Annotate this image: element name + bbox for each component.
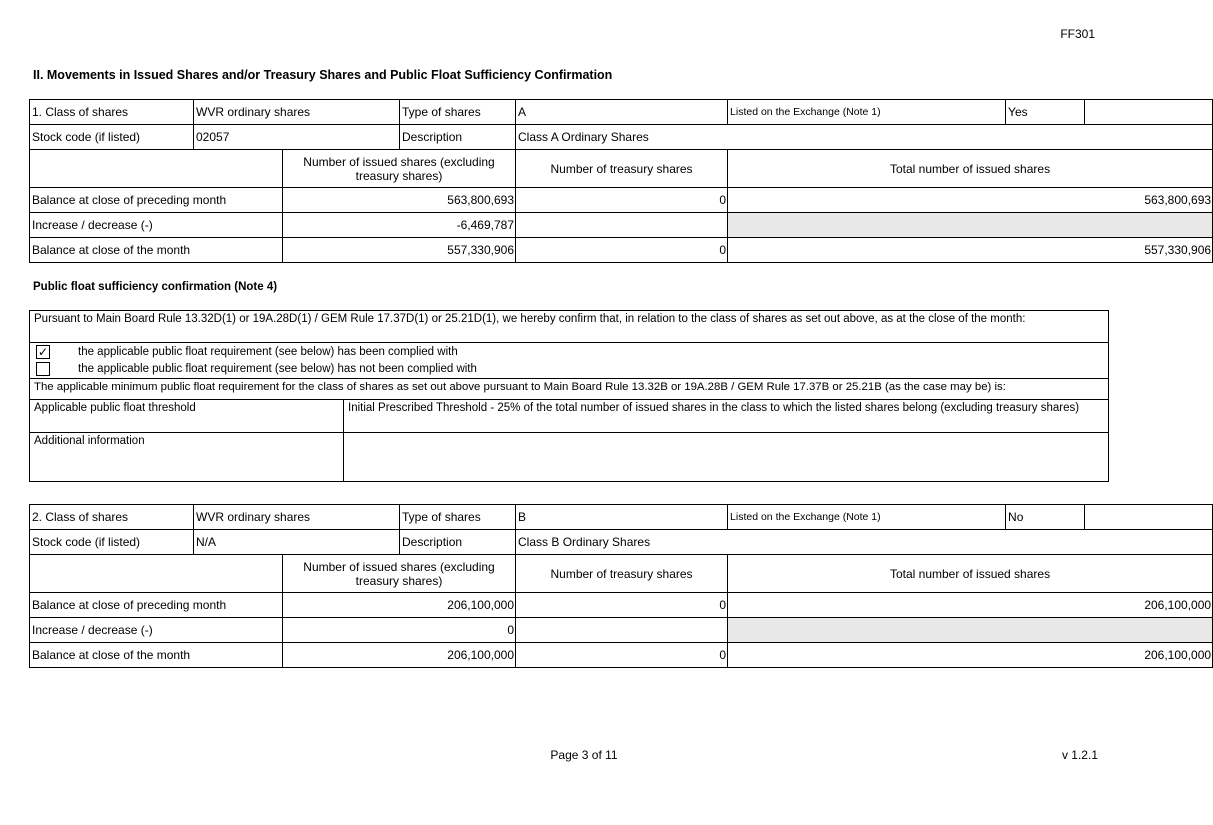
class1-row-headers [30, 150, 1213, 188]
listed-label: Listed on the Exchange (Note 1) [728, 505, 1006, 530]
type-label: Type of shares [400, 505, 516, 530]
not-complied-checkbox[interactable] [36, 362, 50, 376]
class1-row-change [30, 213, 1213, 238]
class2-row-stock [30, 530, 1213, 555]
col-treasury-header: Number of treasury shares [516, 555, 728, 593]
col-total-header: Total number of issued shares [728, 150, 1213, 188]
row-label: Increase / decrease (-) [30, 618, 283, 643]
pf-option-not-complied-cell [30, 361, 1109, 379]
complied-checkbox[interactable]: ✓ [37, 344, 49, 359]
threshold-value: Initial Prescribed Threshold - 25% of the total number of issued shares in the class to which the listed shares belong (excluding treasury shares) [344, 400, 1109, 433]
stock-code-label: Stock code (if listed) [30, 125, 194, 150]
class2-row-change [30, 618, 1213, 643]
pf-statement: Pursuant to Main Board Rule 13.32D(1) or 19A.28D(1) / GEM Rule 17.37D(1) or 25.21D(1), we hereby confirm that, in relation to the class of shares as set out above, as at the close of the month: [30, 311, 1109, 343]
description-value: Class A Ordinary Shares [516, 125, 1213, 150]
col-issued-header: Number of issued shares (excluding treasury shares) [283, 150, 516, 188]
pf-requirement-row [30, 379, 1109, 400]
pf-threshold-row [30, 400, 1109, 433]
blank-cell [1085, 100, 1213, 125]
issued-value: 206,100,000 [283, 593, 516, 618]
class1-row-close [30, 238, 1213, 263]
class1-row-class [30, 100, 1213, 125]
issued-value: 206,100,000 [283, 643, 516, 668]
total-value-shaded [728, 213, 1213, 238]
col-treasury-header: Number of treasury shares [516, 150, 728, 188]
pf-option-complied[interactable] [30, 343, 1109, 361]
class1-row-preceding [30, 188, 1213, 213]
total-value-shaded [728, 618, 1213, 643]
total-value: 557,330,906 [728, 238, 1213, 263]
threshold-label: Applicable public float threshold [30, 400, 344, 433]
pf-option-not-complied[interactable] [30, 361, 1109, 379]
treasury-value: 0 [516, 188, 728, 213]
class1-shares-table [29, 99, 1213, 263]
class2-row-preceding [30, 593, 1213, 618]
stock-code-label: Stock code (if listed) [30, 530, 194, 555]
description-label: Description [400, 530, 516, 555]
type-value: B [516, 505, 728, 530]
issued-value: -6,469,787 [283, 213, 516, 238]
listed-value: No [1006, 505, 1085, 530]
total-value: 206,100,000 [728, 643, 1213, 668]
public-float-table [29, 310, 1109, 482]
type-label: Type of shares [400, 100, 516, 125]
row-label: Balance at close of the month [30, 643, 283, 668]
issued-value: 0 [283, 618, 516, 643]
description-label: Description [400, 125, 516, 150]
listed-value: Yes [1006, 100, 1085, 125]
col-issued-header: Number of issued shares (excluding treasury shares) [283, 555, 516, 593]
type-value: A [516, 100, 728, 125]
stock-code-value: 02057 [194, 125, 400, 150]
col-total-header: Total number of issued shares [728, 555, 1213, 593]
public-float-title: Public float sufficiency confirmation (Note 4) [33, 281, 278, 293]
pf-statement-row [30, 311, 1109, 343]
class-value: WVR ordinary shares [194, 100, 400, 125]
listed-label: Listed on the Exchange (Note 1) [728, 100, 1006, 125]
treasury-value [516, 618, 728, 643]
treasury-value: 0 [516, 238, 728, 263]
version-label: v 1.2.1 [1061, 748, 1098, 762]
issued-value: 563,800,693 [283, 188, 516, 213]
pf-additional-row [30, 433, 1109, 482]
total-value: 206,100,000 [728, 593, 1213, 618]
description-value: Class B Ordinary Shares [516, 530, 1213, 555]
additional-label: Additional information [30, 433, 344, 482]
pf-option-complied-cell [30, 343, 1109, 361]
page-number: Page 3 of 11 [550, 748, 618, 762]
class2-row-close [30, 643, 1213, 668]
additional-value [344, 433, 1109, 482]
header-blank [30, 150, 283, 188]
class2-row-headers [30, 555, 1213, 593]
class-value: WVR ordinary shares [194, 505, 400, 530]
section-title: II. Movements in Issued Shares and/or Treasury Shares and Public Float Sufficiency Confirmation [33, 68, 613, 82]
issued-value: 557,330,906 [283, 238, 516, 263]
class-label: 2. Class of shares [30, 505, 194, 530]
row-label: Balance at close of the month [30, 238, 283, 263]
treasury-value: 0 [516, 593, 728, 618]
total-value: 563,800,693 [728, 188, 1213, 213]
row-label: Increase / decrease (-) [30, 213, 283, 238]
pf-requirement: The applicable minimum public float requirement for the class of shares as set out above pursuant to Main Board Rule 13.32B or 19A.28B / GEM Rule 17.37B or 25.21B (as the case may be) is: [30, 379, 1109, 400]
class2-shares-table [29, 504, 1213, 668]
blank-cell [1085, 505, 1213, 530]
treasury-value [516, 213, 728, 238]
class1-row-stock [30, 125, 1213, 150]
class-label: 1. Class of shares [30, 100, 194, 125]
header-blank [30, 555, 283, 593]
class2-row-class [30, 505, 1213, 530]
form-code: FF301 [1060, 27, 1095, 41]
row-label: Balance at close of preceding month [30, 188, 283, 213]
treasury-value: 0 [516, 643, 728, 668]
row-label: Balance at close of preceding month [30, 593, 283, 618]
complied-label: the applicable public float requirement (see below) has been complied with [78, 345, 458, 358]
stock-code-value: N/A [194, 530, 400, 555]
not-complied-label: the applicable public float requirement (see below) has not been complied with [78, 363, 477, 376]
